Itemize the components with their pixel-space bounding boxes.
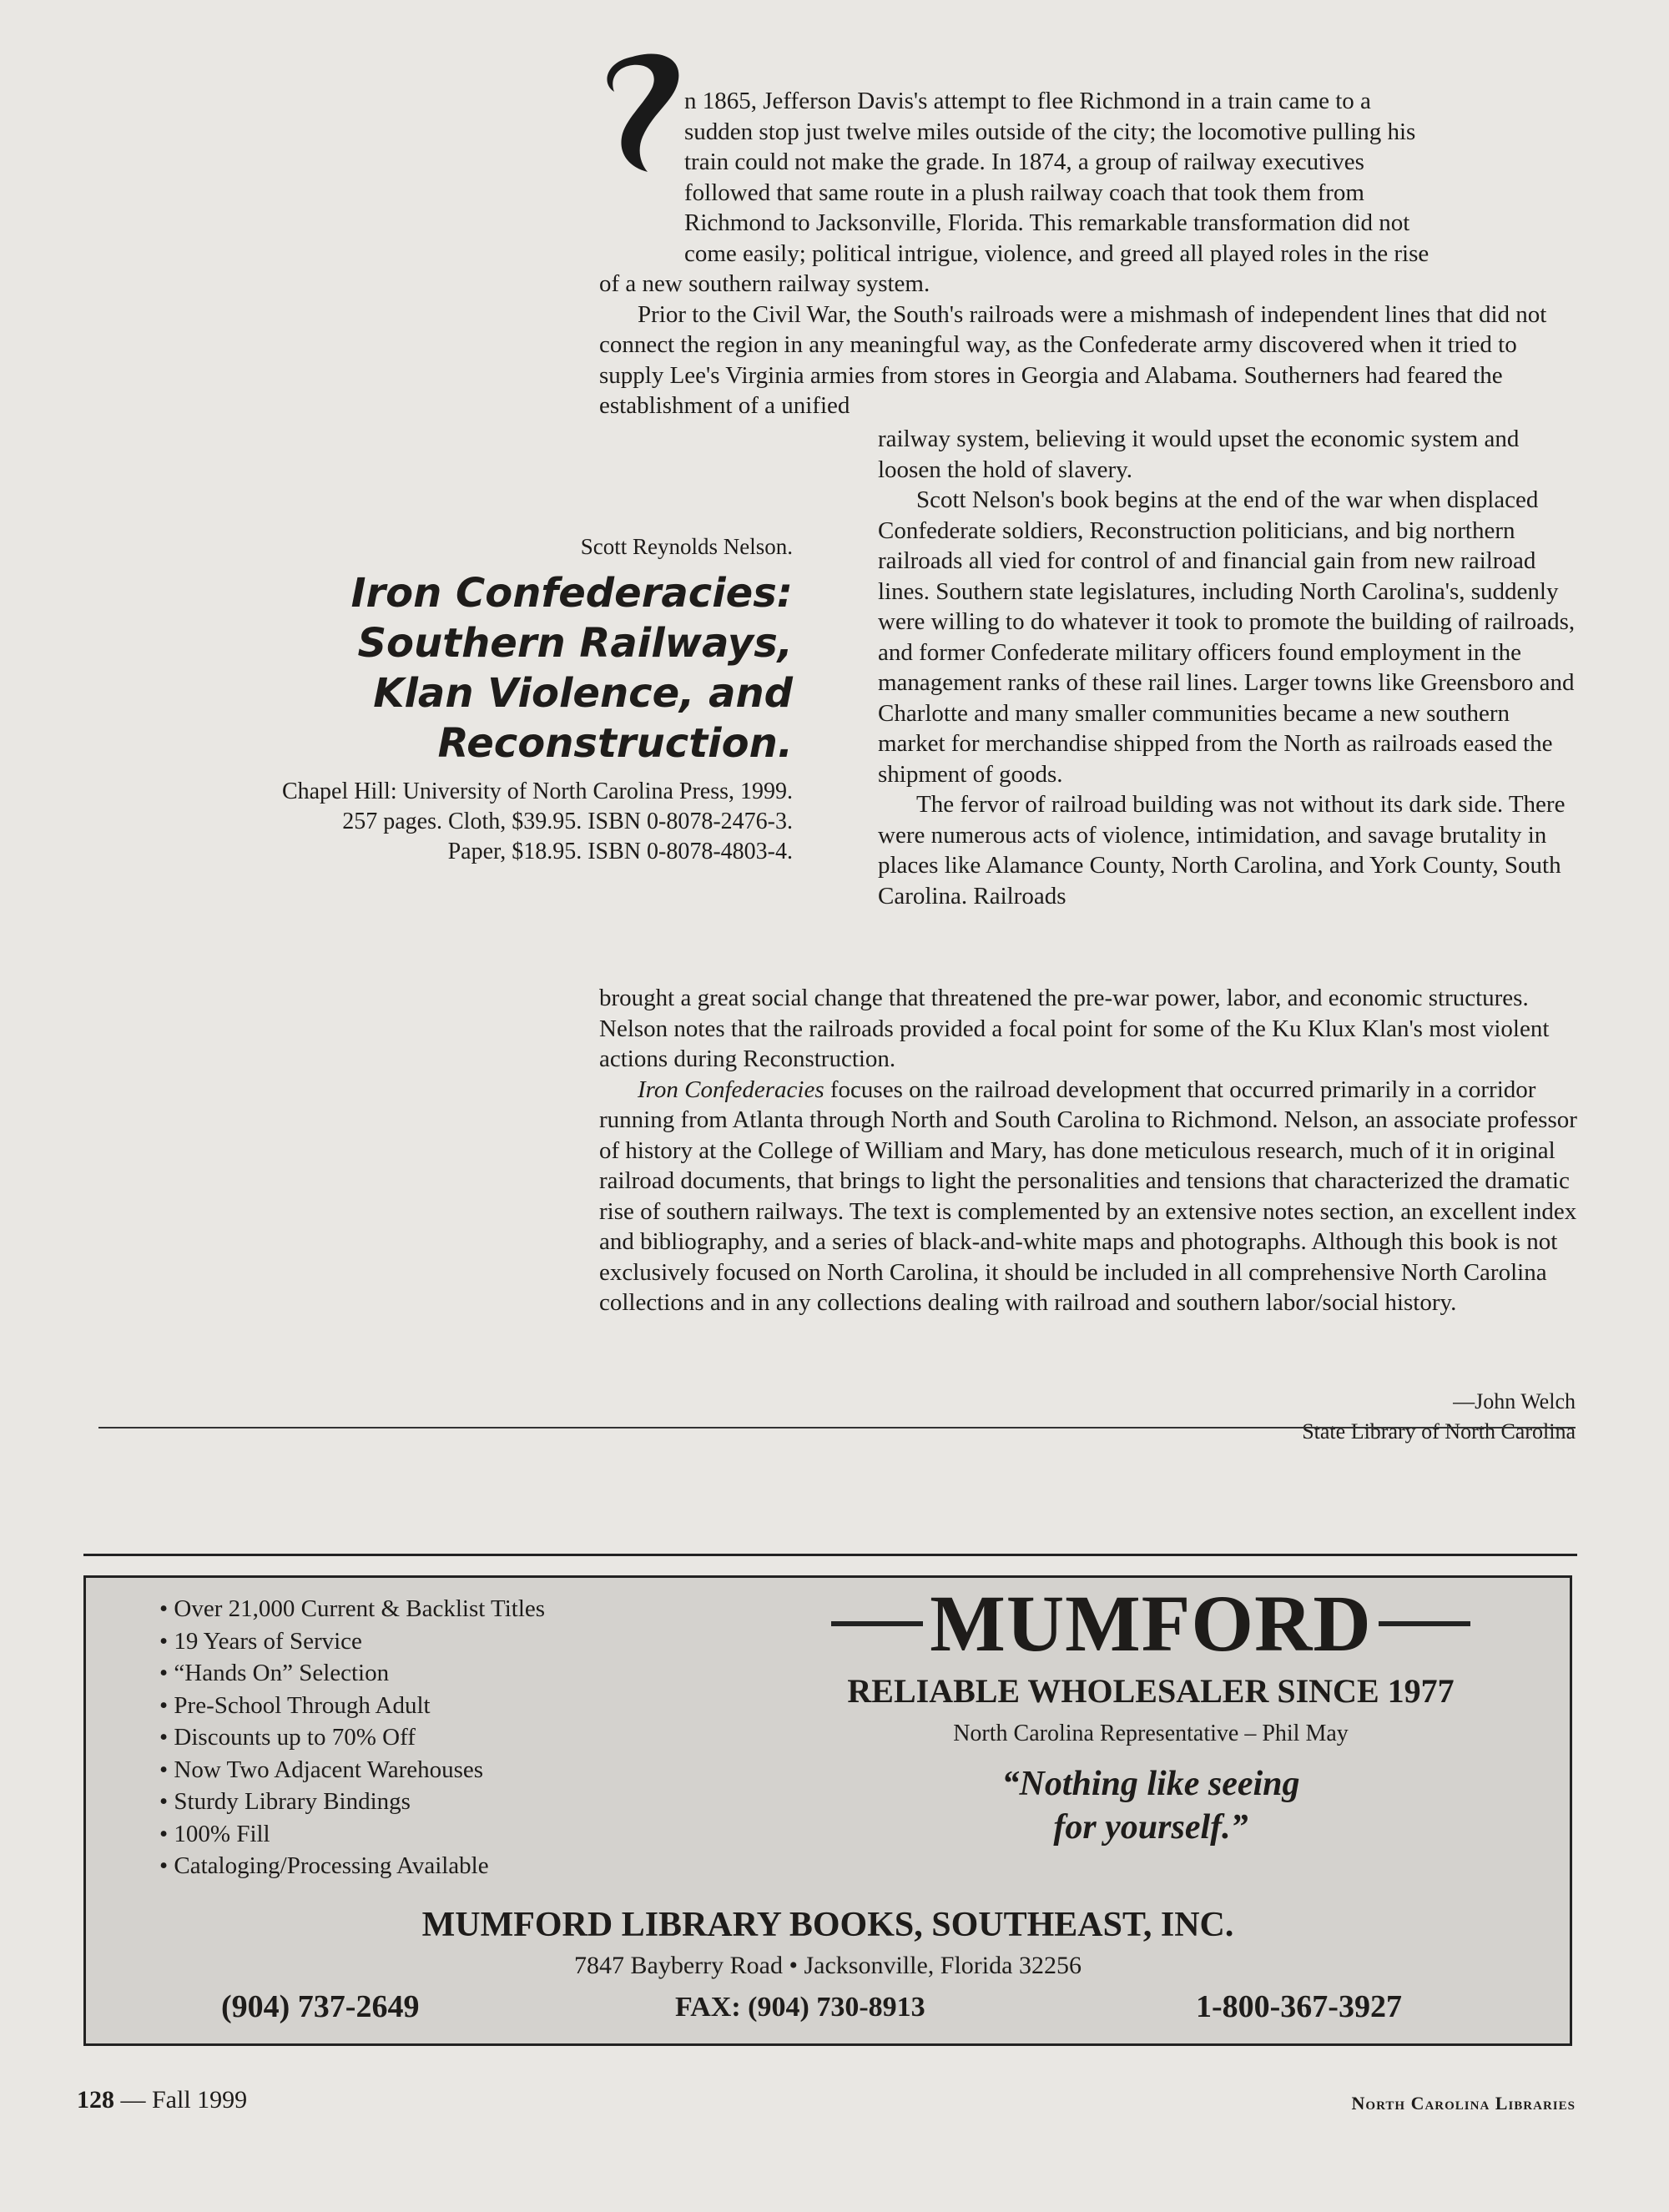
intro-line: come easily; political intrigue, violence, and greed all played roles in the rise xyxy=(684,239,1429,267)
book-author: Scott Reynolds Nelson. xyxy=(580,534,793,559)
divider xyxy=(83,1554,1577,1556)
book-publication-line: 257 pages. Cloth, $39.95. ISBN 0-8078-2476-3. xyxy=(342,809,793,834)
bullet-icon: • xyxy=(159,1660,174,1686)
divider xyxy=(1379,1621,1470,1626)
book-title-line: Southern Railways, xyxy=(357,620,793,667)
ad-quote-line: for yourself.” xyxy=(1053,1808,1248,1847)
ad-feature-item xyxy=(159,1850,545,1882)
ad-representative: North Carolina Representative – Phil May xyxy=(953,1721,1349,1746)
ad-address: 7847 Bayberry Road • Jacksonville, Florida 32256 xyxy=(574,1952,1082,1979)
ad-brand: MUMFORD xyxy=(930,1579,1372,1668)
journal-name: North Carolina Libraries xyxy=(1351,2093,1576,2114)
article-paragraph: brought a great social change that threatened the pre-war power, labor, and economic structures. Nelson notes that the railroads provided a focal point for some of the Ku Klux Klan's most violent actions during Reconstruction. xyxy=(599,985,1550,1072)
ad-brand-row xyxy=(784,1578,1518,1670)
ad-feature-label: Cataloging/Processing Available xyxy=(174,1852,489,1879)
ad-feature-label: 19 Years of Service xyxy=(174,1627,362,1655)
page-number: 128 xyxy=(77,2086,114,2114)
page-footer-left xyxy=(77,2086,247,2114)
intro-line: n 1865, Jefferson Davis's attempt to flee Richmond in a train came to a xyxy=(684,88,1371,114)
book-citation xyxy=(100,534,793,867)
article-paragraph xyxy=(599,1075,1582,1318)
divider xyxy=(98,1427,1576,1428)
ad-fax: FAX: (904) 730-8913 xyxy=(675,1992,925,2023)
bullet-icon: • xyxy=(159,1852,174,1879)
article-paragraph-text: focuses on the railroad development that occurred primarily in a corridor running from Atlanta through North and South Carolina to Richmond. Nelson, an associate professor of history at the College of William and Mary, has done meticulous research, much of it in original railroad documents, that brings to light the personalities and tensions that characterized the dramatic rise of southern railways. The text is complemented by an extensive notes section, an excellent index and bibliography, and a series of black-and-white maps and photographs. Although this book is not exclusively focused on North Carolina, it should be included in all comprehensive North Carolina collections and in any collections dealing with railroad and southern labor/social history. xyxy=(599,1076,1577,1316)
bullet-icon: • xyxy=(159,1756,174,1783)
article-full-width xyxy=(599,983,1582,1318)
ad-feature-label: Discounts up to 70% Off xyxy=(174,1724,416,1751)
ad-phone: (904) 737-2649 xyxy=(221,1989,420,2024)
advertisement xyxy=(83,1575,1572,2046)
ad-feature-item xyxy=(159,1625,545,1658)
bullet-icon: • xyxy=(159,1724,174,1751)
ad-feature-item xyxy=(159,1818,545,1851)
bullet-icon: • xyxy=(159,1627,174,1655)
book-title-inline: Iron Confederacies xyxy=(638,1076,824,1103)
book-publication-line: Paper, $18.95. ISBN 0-8078-4803-4. xyxy=(447,839,793,864)
divider xyxy=(831,1621,923,1626)
issue-date: — Fall 1999 xyxy=(120,2086,248,2114)
article-intro xyxy=(599,86,1582,421)
ad-feature-label: Sturdy Library Bindings xyxy=(174,1788,411,1815)
reviewer-signature xyxy=(1302,1387,1576,1447)
reviewer-name: —John Welch xyxy=(1453,1389,1576,1413)
article-paragraph: Scott Nelson's book begins at the end of the war when displaced Confederate soldiers, Reconstruction politicians, and big northern railroads all vied for control of and financial gain from new railroad lines. Southern state legislatures, including North Carolina's, suddenly were willing to do whatever it took to promote the building of railroads, and former Confederate military officers found employment in the management ranks of these rail lines. Larger towns like Greensboro and Charlotte and many smaller communities became a new southern market for merchandise shipped from the North as railroads eased the shipment of goods. xyxy=(878,486,1576,788)
intro-line: sudden stop just twelve miles outside of the city; the locomotive pulling his xyxy=(684,118,1416,145)
bullet-icon: • xyxy=(159,1595,174,1622)
intro-line: of a new southern railway system. xyxy=(599,270,930,297)
ad-feature-label: 100% Fill xyxy=(174,1820,270,1847)
intro-paragraph-2: Prior to the Civil War, the South's railroads were a mishmash of independent lines that did not connect the region in any meaningful way, as the Confederate army discovered when it tried to supply Lee's Virginia armies from stores in Georgia and Alabama. Southerners had feared the establishment of a unified xyxy=(599,300,1547,419)
book-publication-line: Chapel Hill: University of North Carolina Press, 1999. xyxy=(281,778,793,804)
ad-feature-item xyxy=(159,1721,545,1754)
ad-brand-block xyxy=(784,1578,1518,1849)
intro-line: followed that same route in a plush railway coach that took them from xyxy=(684,179,1364,206)
ad-feature-item xyxy=(159,1657,545,1690)
article-paragraph: The fervor of railroad building was not without its dark side. There were numerous acts of violence, intimidation, and savage brutality in places like Alamance County, North Carolina, and York County, South Carolina. Railroads xyxy=(878,791,1566,909)
intro-paragraph xyxy=(599,86,1582,300)
ad-feature-label: Now Two Adjacent Warehouses xyxy=(174,1756,484,1783)
book-title-line: Klan Violence, and Reconstruction. xyxy=(373,670,793,767)
book-title xyxy=(100,568,793,768)
reviewer-affiliation: State Library of North Carolina xyxy=(1302,1419,1576,1444)
ad-feature-item xyxy=(159,1690,545,1722)
ad-quote-line: “Nothing like seeing xyxy=(1001,1765,1300,1803)
ad-quote xyxy=(784,1762,1518,1849)
ad-feature-list xyxy=(159,1593,545,1882)
bullet-icon: • xyxy=(159,1691,174,1719)
ad-tagline: RELIABLE WHOLESALER SINCE 1977 xyxy=(847,1672,1455,1710)
book-publication-info xyxy=(100,777,793,867)
ad-feature-item xyxy=(159,1786,545,1818)
article-paragraph: railway system, believing it would upset the economic system and loosen the hold of slavery. xyxy=(878,426,1520,483)
ad-feature-item xyxy=(159,1754,545,1786)
bullet-icon: • xyxy=(159,1820,174,1847)
ad-feature-label: “Hands On” Selection xyxy=(174,1660,390,1686)
book-title-line: Iron Confederacies: xyxy=(350,570,793,617)
article-right-column xyxy=(878,424,1577,911)
bullet-icon: • xyxy=(159,1788,174,1815)
ad-feature-label: Over 21,000 Current & Backlist Titles xyxy=(174,1595,546,1622)
ad-feature-label: Pre-School Through Adult xyxy=(174,1691,431,1719)
intro-line: Richmond to Jacksonville, Florida. This remarkable transformation did not xyxy=(684,209,1410,236)
ad-toll-free: 1-800-367-3927 xyxy=(1196,1989,1402,2024)
intro-line: train could not make the grade. In 1874, a group of railway executives xyxy=(684,149,1364,175)
ad-feature-item xyxy=(159,1593,545,1625)
ad-company: MUMFORD LIBRARY BOOKS, SOUTHEAST, INC. xyxy=(421,1906,1234,1944)
